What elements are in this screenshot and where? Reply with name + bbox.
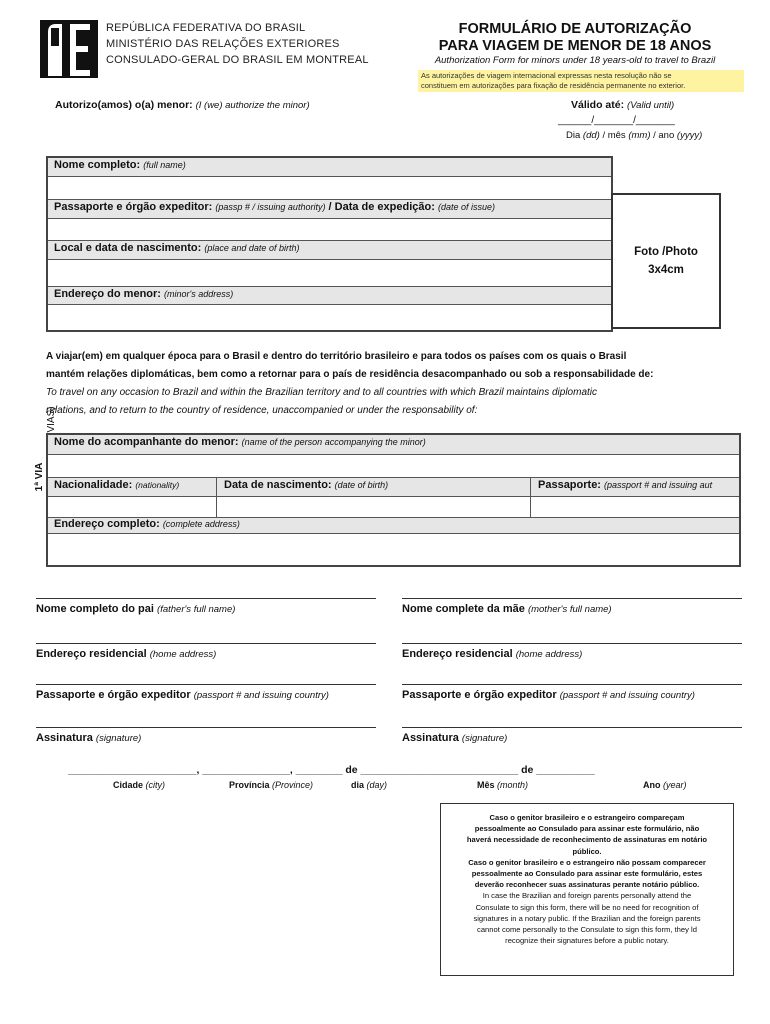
travel-authorization-text: [46, 348, 746, 420]
mother-passport-label: Passaporte e órgão expeditor (passport # and issuing country): [402, 689, 695, 701]
notary-notice-box: Caso o genitor brasileiro e o estrangeiro compareçam pessoalmente ao Consulado para assinar este formulário, não haverá necessidade de reconhecimento de assinaturas em notário público. Caso o genitor brasileiro e o estrangeiro não possam comparecer pessoalmente ao Consulado para assinar este formulário, estes deverão reconhecer suas assinaturas perante notário público. In case the Brazilian and foreign parents personally attend the Consulate to sign this form, there will be no need for recognition of signatures in a notary public. If the Brazilian and the foreign parents cannot come personally to the Consulate to sign this form, they ld recognize their signatures before a public notary.: [440, 803, 734, 976]
residence-notice-line2: constituem em autorizações para fixação de residência permanente no exterior.: [421, 81, 686, 90]
dob-field[interactable]: [216, 497, 530, 517]
province-label: Província (Province): [229, 780, 314, 790]
father-address-label: Endereço residencial (home address): [36, 648, 217, 660]
form-title-line1: FORMULÁRIO DE AUTORIZAÇÃO: [458, 21, 692, 37]
date-place-line[interactable]: ______________________, _______________, ________ de ___________________________ de __________: [68, 764, 595, 776]
father-passport-label: Passaporte e órgão expeditor (passport # and issuing country): [36, 689, 329, 701]
form-title-line2: PARA VIAGEM DE MENOR DE 18 ANOS: [438, 38, 712, 54]
father-name-line[interactable]: [36, 598, 376, 599]
minor-address-label: Endereço do menor: (minor's address): [48, 286, 611, 305]
mother-signature-label: Assinatura (signature): [402, 732, 508, 744]
mother-address-line[interactable]: [402, 643, 742, 644]
authorize-label: [55, 99, 310, 111]
father-address-line[interactable]: [36, 643, 376, 644]
minor-passport-field[interactable]: [48, 219, 611, 240]
year-label: Ano (year): [643, 780, 687, 790]
form-subtitle: Authorization Form for minors under 18 years-old to travel to Brazil: [434, 55, 716, 66]
travel-text-pt2: mantém relações diplomáticas, bem como a retornar para o país de residência desacompanhado ou sob a responsabilidade de:: [46, 369, 654, 380]
companion-name-field[interactable]: [48, 455, 739, 477]
mother-address-label: Endereço residencial (home address): [402, 648, 583, 660]
header-republic: REPÚBLICA FEDERATIVA DO BRASIL: [106, 22, 306, 34]
companion-passport-label: Passaporte: (passport # and issuing aut: [538, 479, 713, 491]
residence-notice: [418, 70, 744, 92]
travel-text-pt1: A viajar(em) em qualquer época para o Brasil e dentro do território brasileiro e para todos os países com os quais o Brasil: [46, 351, 627, 362]
minor-passport-label: Passaporte e órgão expeditor: (passp # / issuing authority) / Data de expedição: (date of issue): [48, 199, 611, 219]
residence-notice-line1: As autorizações de viagem internacional expressas nesta resolução não se: [421, 71, 672, 80]
nationality-label: Nacionalidade: (nationality): [54, 479, 180, 491]
city-label: Cidade (city): [113, 780, 166, 790]
minor-name-label: Nome completo: (full name): [48, 158, 611, 177]
month-label: Mês (month): [477, 780, 529, 790]
nationality-field[interactable]: [48, 497, 216, 517]
consulate-logo-icon: [40, 18, 98, 80]
companion-details-label-row: [48, 477, 739, 497]
companion-address-field[interactable]: [48, 534, 739, 565]
valid-until-blank[interactable]: ______/_______/_______: [558, 115, 675, 126]
travel-text-en2: relations, and to return to the country of residence, unaccompanied or under the responsability of:: [46, 405, 478, 416]
minor-address-field[interactable]: [48, 305, 611, 330]
photo-size: 3x4cm: [648, 264, 684, 276]
valid-until-pt: Válido até:: [571, 99, 625, 111]
dob-label: Data de nascimento: (date of birth): [224, 479, 389, 491]
companion-name-label: Nome do acompanhante do menor: (name of the person accompanying the minor): [48, 435, 739, 455]
header-consulate: CONSULADO-GERAL DO BRASIL EM MONTREAL: [106, 54, 369, 66]
companion-passport-field[interactable]: [530, 497, 739, 517]
photo-label: Foto /Photo: [634, 246, 698, 258]
mother-signature-line[interactable]: [402, 727, 742, 728]
companion-info-box: [46, 433, 741, 567]
companion-address-label: Endereço completo: (complete address): [48, 517, 739, 534]
photo-placeholder: [611, 193, 721, 329]
authorize-label-pt: Autorizo(amos) o(a) menor:: [55, 99, 193, 111]
mother-name-line[interactable]: [402, 598, 742, 599]
father-name-label: Nome completo do pai (father's full name): [36, 603, 236, 615]
minor-birth-field[interactable]: [48, 260, 611, 286]
mother-passport-line[interactable]: [402, 684, 742, 685]
father-passport-line[interactable]: [36, 684, 376, 685]
copy-number: 1ª VIA: [34, 462, 45, 492]
day-label: dia (day): [351, 780, 388, 790]
father-signature-line[interactable]: [36, 727, 376, 728]
valid-until-label: [571, 99, 674, 111]
minor-name-field[interactable]: [48, 177, 611, 199]
authorize-label-en: (I (we) authorize the minor): [195, 100, 310, 111]
travel-text-en1: To travel on any occasion to Brazil and within the Brazilian territory and to all countries with which Brazil maintains diplomatic: [46, 387, 598, 398]
father-signature-label: Assinatura (signature): [36, 732, 142, 744]
copy-instruction: VIAS): [46, 406, 57, 433]
date-format-hint: Dia (dd) / mês (mm) / ano (yyyy): [566, 130, 703, 141]
mother-name-label: Nome complete da mãe (mother's full name): [402, 603, 612, 615]
minor-birth-label: Local e data de nascimento: (place and date of birth): [48, 240, 611, 260]
header-ministry: MINISTÉRIO DAS RELAÇÕES EXTERIORES: [106, 38, 340, 50]
valid-until-en: (Valid until): [627, 100, 675, 111]
minor-info-box: [46, 156, 613, 332]
